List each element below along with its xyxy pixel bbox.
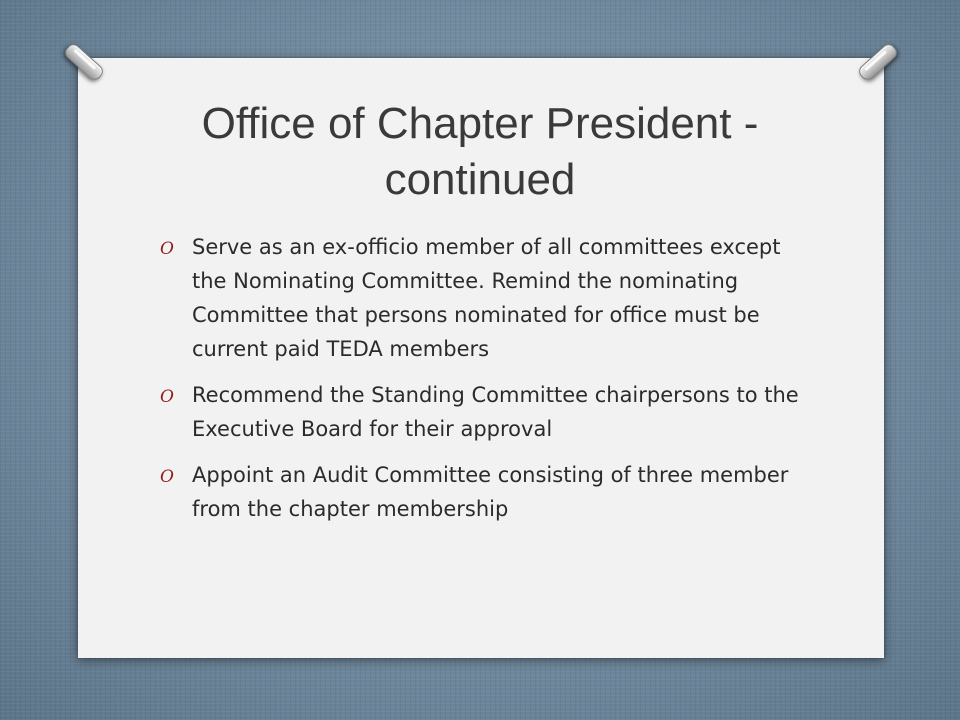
- bullet-marker-icon: O: [160, 239, 174, 259]
- bullet-text: Recommend the Standing Committee chairpersons to the Executive Board for their approval: [192, 383, 799, 441]
- bullet-marker-icon: O: [160, 467, 174, 487]
- slide-title-line: Office of Chapter President -: [201, 99, 759, 148]
- bullet-item: [160, 230, 820, 366]
- slide-title-line: continued: [384, 155, 576, 204]
- bullet-item: [160, 378, 820, 446]
- bullet-text: Appoint an Audit Committee consisting of three member from the chapter membership: [192, 463, 789, 521]
- bullet-list: [160, 230, 820, 538]
- slide-title: [0, 96, 960, 208]
- bullet-marker-icon: O: [160, 387, 174, 407]
- bullet-item: [160, 458, 820, 526]
- bullet-text: Serve as an ex-officio member of all committees except the Nominating Committee. Remind the nominating Committee that persons nominated for office must be current paid TEDA members: [192, 235, 781, 361]
